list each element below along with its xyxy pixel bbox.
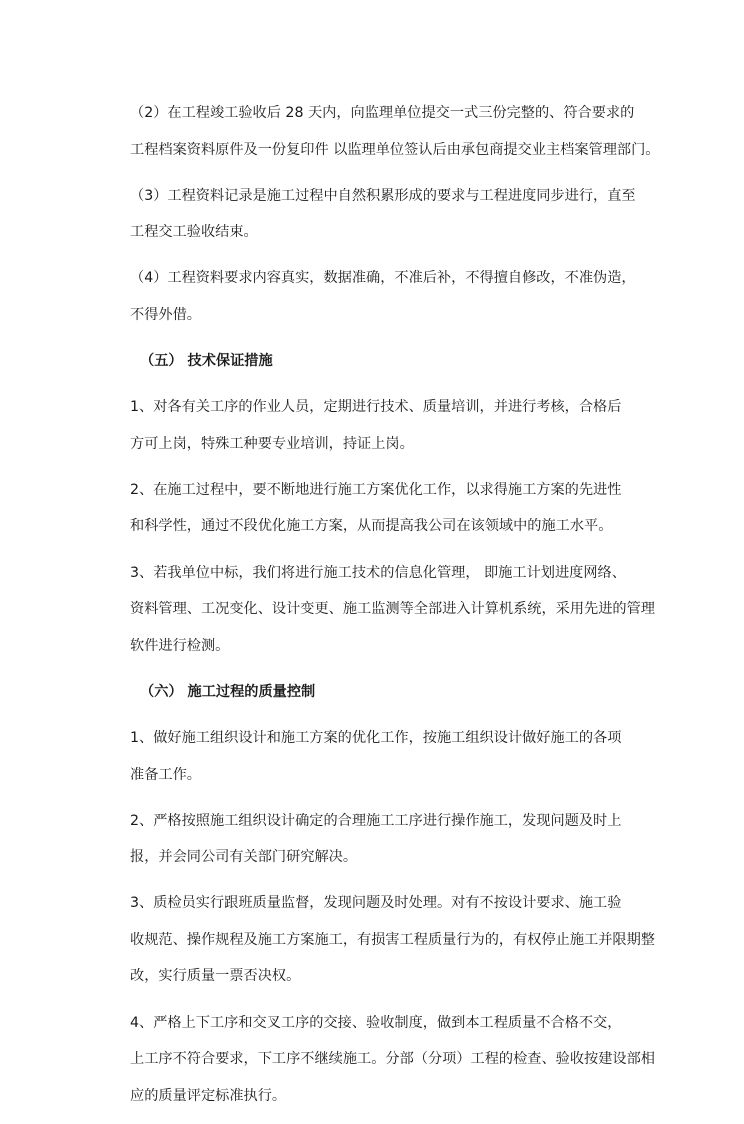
paragraph-line: 上工序不符合要求，下工序不继续施工。分部（分项）工程的检查、验收按建设部相 [130,1051,655,1068]
paragraph-line: 资料管理、工况变化、设计变更、施工监测等全部进入计算机系统，采用先进的管理 [130,601,655,618]
document-body [100,95,660,1124]
body-paragraph [100,472,660,545]
body-paragraph [100,885,660,995]
section-heading: （五） 技术保证措施 [140,353,273,370]
paragraph-line: 报，并会同公司有关部门研究解决。 [130,849,358,866]
paragraph-line: 软件进行检测。 [130,637,230,654]
body-paragraph [100,1005,660,1115]
body-paragraph [100,720,660,793]
body-paragraph [100,389,660,462]
paragraph-line: 方可上岗，特殊工种要专业培训，持证上岗。 [130,435,414,452]
paragraph-line: 2、严格按照施工组织设计确定的合理施工工序进行操作施工，发现问题及时上 [130,812,622,829]
body-paragraph [100,95,660,168]
paragraph-line: 应的质量评定标准执行。 [130,1087,287,1104]
paragraph-line: 3、若我单位中标，我们将进行施工技术的信息化管理， 即施工计划进度网络、 [130,564,626,581]
body-paragraph [100,555,660,665]
paragraph-line: 收规范、操作规程及施工方案施工，有损害工程质量行为的，有权停止施工并限期整 [130,931,655,948]
paragraph-line: 1、对各有关工序的作业人员，定期进行技术、质量培训，并进行考核，合格后 [130,399,622,416]
paragraph-line: 改，实行质量一票否决权。 [130,968,301,985]
paragraph-line: （2）在工程竣工验收后 28 天内，向监理单位提交一式三份完整的、符合要求的 [130,105,635,121]
body-paragraph [100,260,660,333]
paragraph-line: 4、严格上下工序和交叉工序的交接、验收制度，做到本工程质量不合格不交， [130,1014,622,1031]
body-paragraph [100,803,660,876]
paragraph-line: 工程交工验收结束。 [130,224,258,241]
paragraph-line: （3）工程资料记录是施工过程中自然积累形成的要求与工程进度同步进行，直至 [130,187,636,204]
paragraph-line: （4）工程资料要求内容真实，数据准确，不准后补，不得擅自修改，不准伪造， [130,270,636,287]
section-heading: （六） 施工过程的质量控制 [140,683,316,700]
paragraph-line: 准备工作。 [130,766,201,783]
paragraph-line: 1、做好施工组织设计和施工方案的优化工作，按施工组织设计做好施工的各项 [130,729,622,746]
body-paragraph [100,178,660,251]
paragraph-line: 和科学性，通过不段优化施工方案，从而提高我公司在该领域中的施工水平。 [130,518,613,535]
paragraph-line: 2、在施工过程中，要不断地进行施工方案优化工作，以求得施工方案的先进性 [130,481,622,498]
paragraph-line: 工程档案资料原件及一份复印件 以监理单位签认后由承包商提交业主档案管理部门。 [130,141,660,158]
paragraph-line: 3、质检员实行跟班质量监督，发现问题及时处理。对有不按设计要求、施工验 [130,895,622,912]
paragraph-line: 不得外借。 [130,306,201,323]
